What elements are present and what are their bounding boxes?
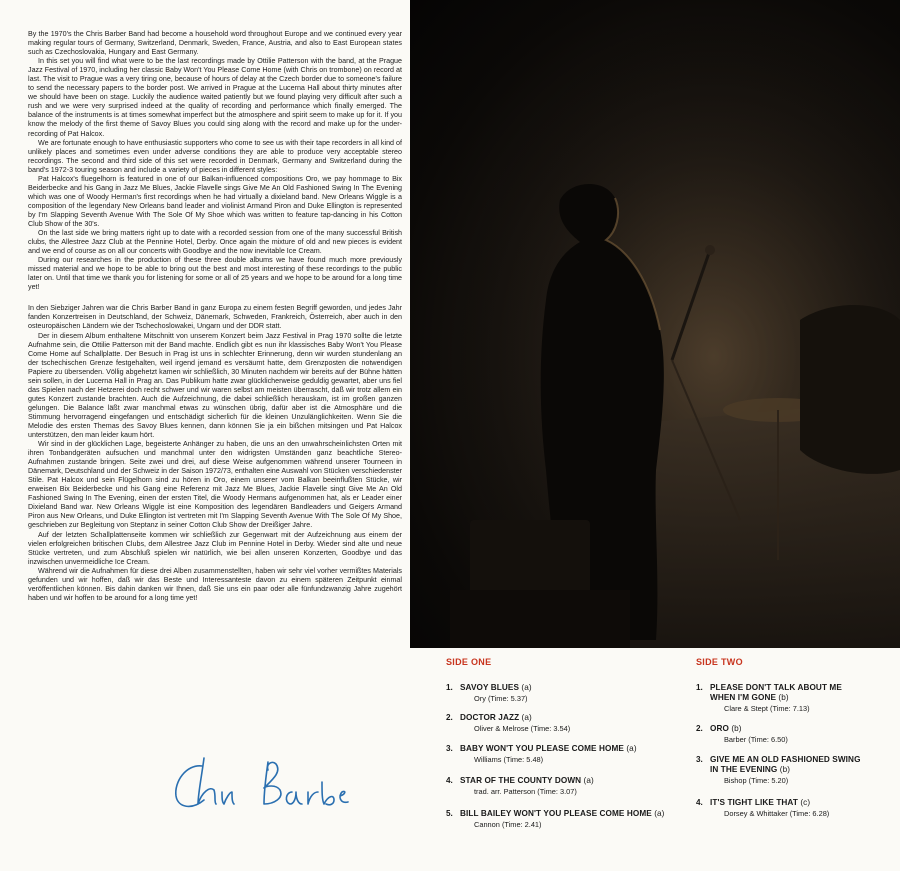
track-credit: Ory (Time: 5.37)	[474, 694, 528, 703]
side-one-heading: SIDE ONE	[446, 657, 492, 667]
german-paragraph: Während wir die Aufnahmen für diese drei Alben zusammenstellten, haben wir sehr viel vorher vermißtes Materials gefunden und wir hoffen, daß wir das Beste und Interessanteste davon zu einem späteren Zeitpunkt einmal veröffentlichen können. Bis dahin danken wir Ihnen, daß Sie uns ein paar oder alle fünfundzwanzig Jahre zugehört haben und wir hoffen to be around for a long time yet!	[28, 566, 402, 602]
track-credit: trad. arr. Patterson (Time: 3.07)	[474, 787, 577, 796]
stage-performer-image	[410, 0, 900, 648]
track-credit: Barber (Time: 6.50)	[724, 735, 788, 744]
track-number: 4.	[446, 776, 453, 785]
english-paragraph: Pat Halcox's fluegelhorn is featured in one of our Balkan-influenced compositions Oro, we pay hommage to Bix Beiderbecke and his Gang in Jazz Me Blues, Jackie Flavelle sings Give Me An Old Fashioned Swing In The Evening which was one of Woody Herman's first recordings when he had virtually a dixieland band. New Orleans Wiggle is a composition of the legendary New Orleans band leader and violinist Armand Piron and Duke Ellington is represented by I'm Slapping Seventh Avenue With The Sole Of My Shoe which was written to feature tap-dancing in his Cotton Club Show of the 30's.	[28, 174, 402, 228]
track-title: PLEASE DON'T TALK ABOUT ME	[710, 683, 842, 692]
track-number: 3.	[446, 744, 453, 753]
track-number: 2.	[696, 724, 703, 733]
track-title: DOCTOR JAZZ (a)	[460, 713, 532, 722]
track-item	[696, 755, 896, 795]
track-item	[446, 809, 696, 839]
track-number: 1.	[446, 683, 453, 692]
german-paragraph: Auf der letzten Schallplattenseite kommen wir schließlich zur Gegenwart mit der Aufzeichnung aus einem der vielen erfolgreichen britischen Clubs, dem Allestree Jazz Club im Pennine Hotel in Derby. Wieder sind alte und neue Stücke vertreten, und zum Abschluß spielen wir natürlich, wie bei allen unseren Konzerten, Goodbye und das inzwischen unvermeidliche Ice Cream.	[28, 530, 402, 566]
german-paragraph: Wir sind in der glücklichen Lage, begeisterte Anhänger zu haben, die uns an den unwahrscheinlichsten Orten mit ihren Tonbandgeräten aufsuchen und manchmal unter den widrigsten Umständen ganz beachtliche Stereo-Aufnahmen zustande bringen. Seite zwei und drei, auf diese Weise aufgenommen während unserer Tourneen in Dänemark, Deutschland und der Schweiz in der Saison 1972/73, enthalten eine Auswahl von Stücken verschiedenster Stile. Pat Halcox und sein Flügelhorn sind zu hören in Oro, einem unserer vom Balkan beeinflußten Stücke, wir erweisen Bix Beiderbecke und his Gang eine Referenz mit Jazz Me Blues, Jackie Flavelle singt Give Me An Old Fashioned Swing In The Evening, einen der ersten Titel, die Woody Hermans aufgenommen hat, als er Leader einer Dixieland Band war. New Orleans Wiggle ist eine Komposition des legendären Bandleaders und Geigers Armand Piron aus New Orleans, und Duke Ellington ist vertreten mit I'm Slapping Seventh Avenue With The Sole Of My Shoe, geschrieben zur Begleitung von Steptanz in seiner Cotton Club Show der Dreißiger Jahre.	[28, 440, 402, 530]
track-item	[696, 683, 896, 723]
chris-barber-signature	[168, 752, 358, 822]
track-number: 1.	[696, 683, 703, 692]
track-title: BILL BAILEY WON'T YOU PLEASE COME HOME (a)	[460, 809, 665, 818]
english-paragraph: In this set you will find what were to be the last recordings made by Ottilie Patterson with the band, at the Prague Jazz Festival of 1970, including her classic Baby Won't You Please Come Home (with Chris on trombone) on record at last. The visit to Prague was a very tiring one, because of hours of delay at the Czech border due to someone's failure to send the necessary papers to the border post. We arrived in Prague at the Lucerna Hall about thirty minutes after we should have been on stage. Luckily the audience waited patiently but we found playing very difficult after such a rush and we were very surprised indeed at the quality of recording and performance which finally emerged. The balance of the instruments is at times somewhat imperfect but the atmosphere and spirit seem to make up for it. If you know the melody of the first theme of Savoy Blues you could sing along with the record and make up for the under-recording of Pat Halcox.	[28, 57, 402, 138]
track-credit: Oliver & Melrose (Time: 3.54)	[474, 724, 571, 733]
track-item	[446, 776, 696, 806]
track-title: STAR OF THE COUNTY DOWN (a)	[460, 776, 594, 785]
side-two-heading: SIDE TWO	[696, 657, 743, 667]
english-paragraph: We are fortunate enough to have enthusiastic supporters who come to see us with their tape recorders in all kind of unlikely places and sometimes even under adverse conditions they are able to produce very acceptable stereo recordings. The second and third side of this set were recorded in Denmark, Germany and Switzerland during the band's 1972-3 touring season and include a variety of pieces in different styles:	[28, 138, 402, 174]
track-item	[446, 744, 696, 774]
liner-notes-panel	[0, 0, 410, 871]
english-paragraph: During our researches in the production of these three double albums we have found much more previously missed material and we hope to be able to bring out the best and most interesting of these recordings to the public later on. Until that time we thank you for listening for some or all of 25 years and we hope to be around for a long time yet!	[28, 256, 402, 292]
track-credit: Cannon (Time: 2.41)	[474, 820, 542, 829]
track-credit: Dorsey & Whittaker (Time: 6.28)	[724, 809, 830, 818]
track-number: 5.	[446, 809, 453, 818]
german-paragraph: In den Siebziger Jahren war die Chris Barber Band in ganz Europa zu einem festen Begriff geworden, und jedes Jahr fanden Konzertreisen in Deutschland, der Schweiz, Dänemark, Schweden, Frankreich, Österreich, aber auch in den osteuropäischen Ländern wie der Tschechoslowakei, Ungarn und der DDR statt.	[28, 304, 402, 331]
track-credit: Clare & Stept (Time: 7.13)	[724, 704, 810, 713]
english-paragraph: By the 1970's the Chris Barber Band had become a household word throughout Europe and we continued every year making regular tours of Germany, Switzerland, Denmark, Sweden, France, Austria, and also to East European states such as Czechoslovakia, Hungary and East Germany.	[28, 30, 402, 57]
track-number: 2.	[446, 713, 453, 722]
track-title: ORO (b)	[710, 724, 742, 733]
track-credit: Williams (Time: 5.48)	[474, 755, 544, 764]
concert-photograph	[410, 0, 900, 648]
german-paragraph: Der in diesem Album enthaltene Mitschnitt von unserem Konzert beim Jazz Festival in Prag 1970 sollte die letzte Aufnahme sein, die Ottilie Patterson mit der Band machte. Endlich gibt es nun ihr klassisches Baby Won't You Please Come Home auf Schallplatte. Der Besuch in Prag ist uns in schlechter Erinnerung, denn wir wurden stundenlang an der tschechischen Grenze festgehalten, weil irgend jemand es versäumt hatte, dem Grenzposten die notwendigen Papiere zu übersenden. Völlig abgehetzt kamen wir schließlich, 30 Minuten nachdem wir bereits auf der Bühne hätten sein sollen, in der Lucerna Hall in Prag an. Das Publikum hatte zwar glücklicherweise geduldig gewartet, aber uns fiel das Spielen nach der Hetzerei doch recht schwer und wir waren selbst am meisten überrascht, daß wir trotz allem ein gutes Konzert zustande brachten. Auch die Aufzeichnung, die dabei schließlich herauskam, ist im großen ganzen gelungen. Die Balance läßt zwar manchmal etwas zu wünschen übrig, dafür aber ist die Atmosphäre und die Stimmung hervorragend eingefangen und entschädigt sicherlich für die kleinen Unzulänglichkeiten. Wenn Sie die Melodie des ersten Themas des Savoy Blues kennen, dann können Sie ja ein bißchen mitsingen und Pat Halcox unterstützen, den man leider kaum hört.	[28, 331, 402, 440]
track-title: BABY WON'T YOU PLEASE COME HOME (a)	[460, 744, 637, 753]
track-item	[446, 683, 696, 713]
track-number: 3.	[696, 755, 703, 764]
track-item	[696, 798, 896, 828]
track-title: SAVOY BLUES (a)	[460, 683, 532, 692]
track-title: IT'S TIGHT LIKE THAT (c)	[710, 798, 811, 807]
track-credit: Bishop (Time: 5.20)	[724, 776, 789, 785]
english-paragraph: On the last side we bring matters right up to date with a recorded session from one of the many successful British clubs, the Allestree Jazz Club at the Pennine Hotel, Derby. Once again the mixture of old and new pieces is evident and we end of course as on all our concerts with Goodbye and the now inevitable Ice Cream.	[28, 229, 402, 256]
liner-notes-text	[28, 30, 402, 603]
track-title-line2: WHEN I'M GONE (b)	[710, 693, 789, 702]
track-title: GIVE ME AN OLD FASHIONED SWING	[710, 755, 861, 764]
track-number: 4.	[696, 798, 703, 807]
track-title-line2: IN THE EVENING (b)	[710, 765, 791, 774]
track-item	[446, 713, 696, 743]
track-item	[696, 724, 896, 754]
